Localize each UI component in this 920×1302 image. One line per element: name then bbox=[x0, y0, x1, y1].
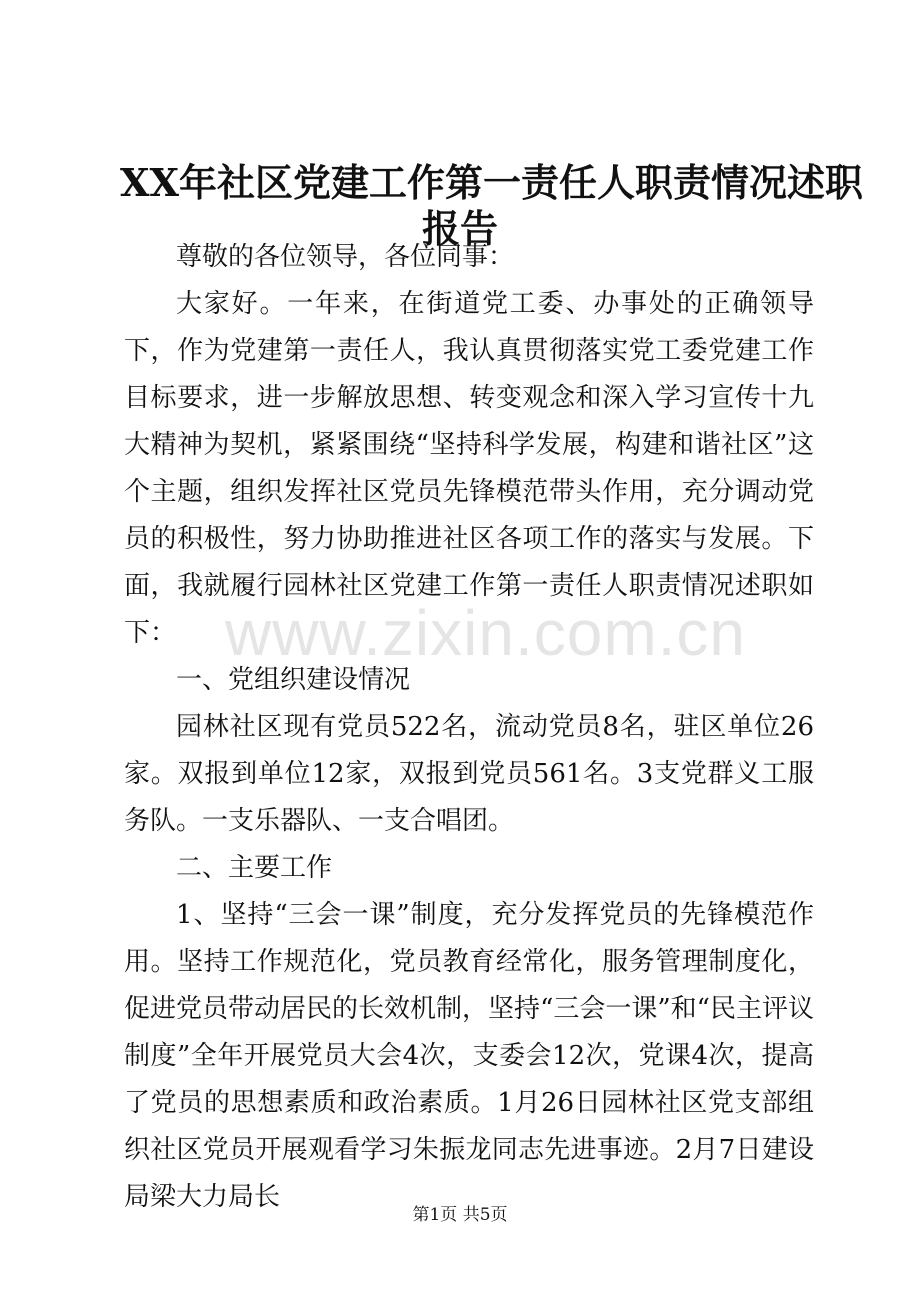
page-footer: 第1页 共5页 bbox=[412, 1205, 508, 1225]
paragraph-intro: 大家好。一年来，在街道党工委、办事处的正确领导下，作为党建第一责任人，我认真贯彻落实党工委党建工作目标要求，进一步解放思想、转变观念和深入学习宣传十九大精神为契机，紧紧围绕“坚持科学发展，构建和谐社区”这个主题，组织发挥社区党员先锋模范带头作用，充分调动党员的积极性，努力协助推进社区各项工作的落实与发展。下面，我就履行园林社区党建工作第一责任人职责情况述职如下： bbox=[124, 289, 814, 648]
document-body bbox=[124, 234, 814, 1221]
paragraph-organization: 园林社区现有党员522名，流动党员8名，驻区单位26家。双报到单位12家，双报到党员561名。3支党群义工服务队。一支乐器队、一支合唱团。 bbox=[124, 712, 814, 836]
watermark: www.zixin.com.cn bbox=[225, 597, 746, 669]
paragraph-main-work: 1、坚持“三会一课”制度，充分发挥党员的先锋模范作用。坚持工作规范化，党员教育经常化，服务管理制度化，促进党员带动居民的长效机制，坚持“三会一课”和“民主评议制度”全年开展党员大会4次，支委会12次，党课4次，提高了党员的思想素质和政治素质。1月26日园林社区党支部组织社区党员开展观看学习朱振龙同志先进事迹。2月7日建设局梁大力局长 bbox=[124, 900, 814, 1212]
salutation: 尊敬的各位领导，各位同事： bbox=[176, 242, 515, 272]
title-line-1: XX年社区党建工作第一责任人职责情况述职 bbox=[120, 160, 863, 205]
section-heading-1: 一、党组织建设情况 bbox=[176, 665, 411, 695]
title-line-2: 报告 bbox=[421, 206, 498, 251]
section-heading-2: 二、主要工作 bbox=[176, 853, 333, 883]
